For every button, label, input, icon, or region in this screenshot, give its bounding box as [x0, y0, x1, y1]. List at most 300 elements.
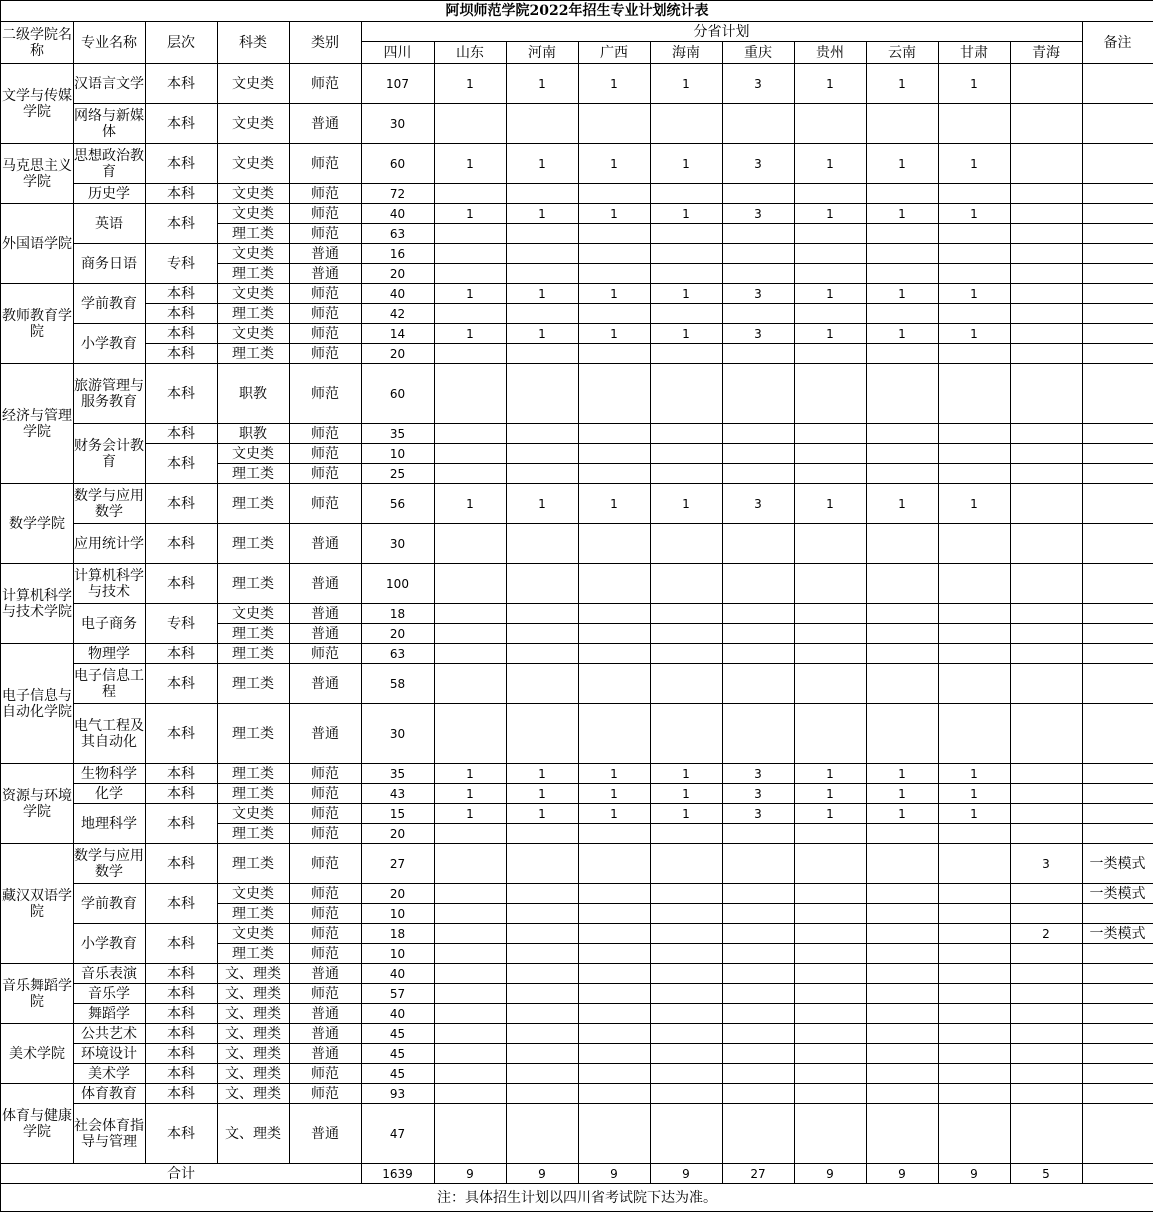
table-cell [506, 104, 579, 144]
table-cell: 42 [361, 304, 435, 324]
table-cell: 16 [361, 244, 435, 264]
table-cell [722, 104, 795, 144]
table-cell [578, 104, 651, 144]
table-cell: 1 [578, 484, 651, 524]
table-cell [650, 264, 723, 284]
college-cell: 计算机科学与技术学院 [1, 564, 74, 644]
table-cell [578, 444, 651, 464]
table-cell: 师范 [289, 804, 362, 824]
table-cell: 师范 [289, 324, 362, 344]
table-cell: 100 [361, 564, 435, 604]
table-cell: 1 [578, 324, 651, 344]
table-cell [866, 1004, 939, 1024]
total-value: 9 [434, 1164, 507, 1184]
table-cell [938, 1104, 1011, 1164]
table-cell [434, 1084, 507, 1104]
table-cell [578, 904, 651, 924]
table-cell: 20 [361, 624, 435, 644]
table-cell [1082, 784, 1153, 804]
table-cell [1010, 764, 1083, 784]
table-cell [938, 964, 1011, 984]
table-cell [866, 1064, 939, 1084]
table-cell: 师范 [289, 904, 362, 924]
table-cell [866, 1024, 939, 1044]
table-cell: 1 [938, 324, 1011, 344]
table-cell [506, 604, 579, 624]
table-cell: 文史类 [217, 884, 290, 904]
table-cell [578, 604, 651, 624]
table-cell: 职教 [217, 364, 290, 424]
table-cell: 30 [361, 704, 435, 764]
major-cell: 公共艺术 [73, 1024, 146, 1044]
table-cell [578, 1044, 651, 1064]
table-cell [650, 1024, 723, 1044]
table-cell: 1 [578, 64, 651, 104]
major-cell: 数学与应用数学 [73, 484, 146, 524]
table-cell: 20 [361, 264, 435, 284]
table-cell [938, 624, 1011, 644]
table-cell: 文史类 [217, 284, 290, 304]
table-cell [794, 1064, 867, 1084]
table-cell [1082, 464, 1153, 484]
table-cell [1010, 784, 1083, 804]
table-cell [938, 1024, 1011, 1044]
table-cell [434, 424, 507, 444]
table-cell [1010, 824, 1083, 844]
table-cell [866, 824, 939, 844]
header-province: 广西 [578, 42, 651, 64]
table-cell [938, 1084, 1011, 1104]
table-cell [722, 704, 795, 764]
college-cell: 外国语学院 [1, 204, 74, 284]
table-cell: 师范 [289, 884, 362, 904]
table-cell: 30 [361, 524, 435, 564]
table-cell [722, 944, 795, 964]
table-cell [866, 984, 939, 1004]
table-cell: 1 [650, 324, 723, 344]
table-cell [434, 704, 507, 764]
table-cell: 理工类 [217, 484, 290, 524]
table-cell [650, 664, 723, 704]
major-cell: 应用统计学 [73, 524, 146, 564]
table-cell: 师范 [289, 784, 362, 804]
table-cell [506, 1044, 579, 1064]
table-cell: 师范 [289, 364, 362, 424]
table-cell [506, 824, 579, 844]
table-cell [650, 224, 723, 244]
table-cell [938, 364, 1011, 424]
header-province: 海南 [650, 42, 723, 64]
table-cell: 文、理类 [217, 1084, 290, 1104]
table-cell [1082, 524, 1153, 564]
table-cell [866, 524, 939, 564]
table-cell [1010, 664, 1083, 704]
table-cell: 本科 [145, 844, 218, 884]
table-cell [1010, 964, 1083, 984]
table-cell: 1 [506, 144, 579, 184]
table-cell: 58 [361, 664, 435, 704]
table-cell: 30 [361, 104, 435, 144]
major-cell: 美术学 [73, 1064, 146, 1084]
header-major: 专业名称 [73, 22, 146, 64]
table-cell [506, 924, 579, 944]
table-cell [434, 964, 507, 984]
table-cell [434, 1104, 507, 1164]
table-cell [650, 984, 723, 1004]
college-cell: 文学与传媒学院 [1, 64, 74, 144]
table-cell: 师范 [289, 824, 362, 844]
table-cell [1082, 104, 1153, 144]
table-cell [866, 1084, 939, 1104]
table-cell [506, 444, 579, 464]
major-cell: 学前教育 [73, 284, 146, 324]
header-province: 重庆 [722, 42, 795, 64]
table-cell [1082, 244, 1153, 264]
table-cell: 1 [794, 804, 867, 824]
table-cell [578, 664, 651, 704]
table-cell [794, 464, 867, 484]
table-cell: 文、理类 [217, 1024, 290, 1044]
table-cell [578, 704, 651, 764]
table-cell [578, 264, 651, 284]
table-cell: 理工类 [217, 664, 290, 704]
table-cell: 文史类 [217, 444, 290, 464]
table-cell [722, 604, 795, 624]
table-cell [578, 1064, 651, 1084]
table-cell: 1 [650, 144, 723, 184]
major-cell: 化学 [73, 784, 146, 804]
table-cell [722, 1044, 795, 1064]
table-cell [1082, 1104, 1153, 1164]
table-cell [866, 1044, 939, 1064]
table-cell: 普通 [289, 964, 362, 984]
table-cell [722, 304, 795, 324]
table-cell: 35 [361, 424, 435, 444]
table-cell: 本科 [145, 764, 218, 784]
table-cell [506, 984, 579, 1004]
table-cell: 1 [506, 324, 579, 344]
table-cell: 师范 [289, 284, 362, 304]
table-cell [506, 664, 579, 704]
table-cell: 普通 [289, 624, 362, 644]
table-cell [938, 104, 1011, 144]
major-cell: 物理学 [73, 644, 146, 664]
table-cell: 一类模式 [1082, 924, 1153, 944]
table-cell [866, 604, 939, 624]
table-cell: 1 [578, 284, 651, 304]
table-cell [794, 1024, 867, 1044]
table-cell [1010, 1044, 1083, 1064]
table-cell: 文史类 [217, 184, 290, 204]
table-cell: 本科 [145, 344, 218, 364]
college-cell: 数学学院 [1, 484, 74, 564]
table-cell [866, 564, 939, 604]
table-cell: 普通 [289, 604, 362, 624]
table-cell [650, 1044, 723, 1064]
table-cell: 师范 [289, 1084, 362, 1104]
table-cell: 1 [434, 204, 507, 224]
table-cell [650, 924, 723, 944]
table-cell: 本科 [145, 144, 218, 184]
table-cell: 师范 [289, 444, 362, 464]
table-cell: 40 [361, 204, 435, 224]
table-cell: 本科 [145, 324, 218, 344]
table-cell: 普通 [289, 1104, 362, 1164]
table-cell: 60 [361, 144, 435, 184]
table-cell [1010, 1084, 1083, 1104]
table-cell [866, 184, 939, 204]
table-cell [434, 244, 507, 264]
table-cell: 1 [650, 284, 723, 304]
table-cell: 本科 [145, 284, 218, 304]
table-cell [578, 1104, 651, 1164]
major-cell: 数学与应用数学 [73, 844, 146, 884]
table-cell: 1 [794, 284, 867, 304]
table-cell [1010, 424, 1083, 444]
table-cell [938, 424, 1011, 444]
table-cell [650, 844, 723, 884]
table-cell: 57 [361, 984, 435, 1004]
table-cell: 理工类 [217, 764, 290, 784]
table-cell [1082, 64, 1153, 104]
table-cell [794, 824, 867, 844]
table-cell: 20 [361, 884, 435, 904]
college-cell: 体育与健康学院 [1, 1084, 74, 1164]
table-cell: 1 [434, 804, 507, 824]
table-cell: 1 [434, 284, 507, 304]
table-cell: 本科 [145, 984, 218, 1004]
table-cell [434, 944, 507, 964]
table-cell [722, 964, 795, 984]
table-cell [650, 904, 723, 924]
table-cell [866, 624, 939, 644]
table-cell [1082, 484, 1153, 524]
table-cell [1010, 304, 1083, 324]
table-cell [722, 1064, 795, 1084]
table-cell [1082, 764, 1153, 784]
table-cell: 1 [650, 204, 723, 224]
table-cell: 理工类 [217, 784, 290, 804]
table-cell [578, 944, 651, 964]
table-cell [650, 604, 723, 624]
table-cell [1010, 144, 1083, 184]
table-cell [866, 364, 939, 424]
table-cell: 45 [361, 1064, 435, 1084]
table-cell: 本科 [145, 1024, 218, 1044]
table-cell [434, 304, 507, 324]
table-cell [578, 1004, 651, 1024]
table-cell [1010, 604, 1083, 624]
major-cell: 小学教育 [73, 324, 146, 364]
table-cell: 1 [650, 764, 723, 784]
table-cell [938, 844, 1011, 884]
table-cell [1010, 944, 1083, 964]
table-cell [794, 1084, 867, 1104]
table-cell: 45 [361, 1024, 435, 1044]
table-cell: 本科 [145, 204, 218, 244]
table-cell: 27 [361, 844, 435, 884]
table-cell [1010, 184, 1083, 204]
table-cell [866, 704, 939, 764]
total-value: 9 [866, 1164, 939, 1184]
table-cell [794, 344, 867, 364]
table-cell [722, 564, 795, 604]
table-cell [1010, 624, 1083, 644]
table-cell [794, 984, 867, 1004]
total-value: 27 [722, 1164, 795, 1184]
table-cell: 1 [794, 144, 867, 184]
table-cell [1082, 424, 1153, 444]
table-cell [794, 304, 867, 324]
table-cell [434, 264, 507, 284]
table-cell: 理工类 [217, 564, 290, 604]
table-cell [506, 904, 579, 924]
table-cell: 理工类 [217, 264, 290, 284]
table-cell [938, 244, 1011, 264]
table-cell [938, 564, 1011, 604]
table-cell: 文史类 [217, 804, 290, 824]
table-cell [434, 224, 507, 244]
table-cell [794, 244, 867, 264]
table-cell: 40 [361, 964, 435, 984]
table-cell [794, 1004, 867, 1024]
table-cell [1010, 564, 1083, 604]
table-cell: 1 [506, 204, 579, 224]
table-cell: 本科 [145, 704, 218, 764]
table-cell: 2 [1010, 924, 1083, 944]
table-cell [1082, 984, 1153, 1004]
table-cell: 1 [866, 204, 939, 224]
major-cell: 英语 [73, 204, 146, 244]
table-cell [938, 984, 1011, 1004]
table-cell [506, 884, 579, 904]
table-cell [506, 964, 579, 984]
table-cell [794, 924, 867, 944]
table-cell [866, 904, 939, 924]
college-cell: 藏汉双语学院 [1, 844, 74, 964]
table-cell [1010, 704, 1083, 764]
table-cell [938, 224, 1011, 244]
table-cell: 师范 [289, 944, 362, 964]
table-cell: 文、理类 [217, 1064, 290, 1084]
table-cell: 本科 [145, 424, 218, 444]
table-cell: 1 [866, 784, 939, 804]
table-cell [650, 644, 723, 664]
table-cell: 师范 [289, 204, 362, 224]
table-cell [938, 884, 1011, 904]
table-cell: 14 [361, 324, 435, 344]
table-cell [1010, 884, 1083, 904]
table-cell [578, 884, 651, 904]
table-cell [434, 984, 507, 1004]
table-cell [506, 244, 579, 264]
table-cell [1010, 344, 1083, 364]
table-cell: 1 [578, 204, 651, 224]
table-cell: 45 [361, 1044, 435, 1064]
table-cell: 1 [506, 784, 579, 804]
table-cell: 63 [361, 224, 435, 244]
table-cell [938, 644, 1011, 664]
table-cell: 1 [794, 64, 867, 104]
table-cell [434, 364, 507, 424]
table-cell: 1 [650, 784, 723, 804]
table-cell: 师范 [289, 64, 362, 104]
table-cell: 1 [794, 484, 867, 524]
table-cell [1010, 444, 1083, 464]
table-cell: 3 [722, 144, 795, 184]
table-cell [722, 344, 795, 364]
table-cell [578, 984, 651, 1004]
table-cell [578, 244, 651, 264]
table-cell [794, 104, 867, 144]
table-cell [794, 1104, 867, 1164]
table-cell [722, 984, 795, 1004]
table-cell: 普通 [289, 664, 362, 704]
table-cell [650, 824, 723, 844]
table-cell: 理工类 [217, 824, 290, 844]
table-cell [1082, 224, 1153, 244]
table-cell: 3 [722, 204, 795, 224]
table-cell [722, 364, 795, 424]
table-cell: 93 [361, 1084, 435, 1104]
table-cell [938, 304, 1011, 324]
table-cell [506, 464, 579, 484]
table-cell [578, 924, 651, 944]
table-cell [506, 1024, 579, 1044]
table-cell [1010, 104, 1083, 144]
major-cell: 小学教育 [73, 924, 146, 964]
table-cell [938, 1004, 1011, 1024]
table-cell: 本科 [145, 1104, 218, 1164]
table-cell [866, 884, 939, 904]
table-cell [650, 184, 723, 204]
table-cell [1010, 1064, 1083, 1084]
table-cell [434, 524, 507, 564]
table-cell [794, 444, 867, 464]
total-value: 9 [794, 1164, 867, 1184]
table-cell [1010, 464, 1083, 484]
table-cell [650, 884, 723, 904]
table-cell: 1 [434, 64, 507, 104]
table-cell [938, 944, 1011, 964]
table-cell [866, 244, 939, 264]
table-cell [1010, 484, 1083, 524]
table-cell: 普通 [289, 264, 362, 284]
table-cell: 师范 [289, 924, 362, 944]
footnote: 注：具体招生计划以四川省考试院下达为准。 [1, 1184, 1153, 1212]
table-cell: 职教 [217, 424, 290, 444]
table-cell: 文史类 [217, 604, 290, 624]
table-cell [578, 524, 651, 564]
table-cell: 3 [722, 804, 795, 824]
table-cell: 理工类 [217, 944, 290, 964]
table-cell [722, 904, 795, 924]
table-cell: 1 [434, 784, 507, 804]
table-cell [1010, 644, 1083, 664]
table-cell [722, 884, 795, 904]
table-cell [1082, 184, 1153, 204]
table-cell: 师范 [289, 484, 362, 524]
table-cell [1082, 944, 1153, 964]
table-cell [794, 944, 867, 964]
table-cell [794, 264, 867, 284]
table-cell [506, 844, 579, 884]
table-cell: 107 [361, 64, 435, 104]
table-cell [722, 464, 795, 484]
major-cell: 网络与新媒体 [73, 104, 146, 144]
table-cell [794, 884, 867, 904]
table-cell [434, 644, 507, 664]
